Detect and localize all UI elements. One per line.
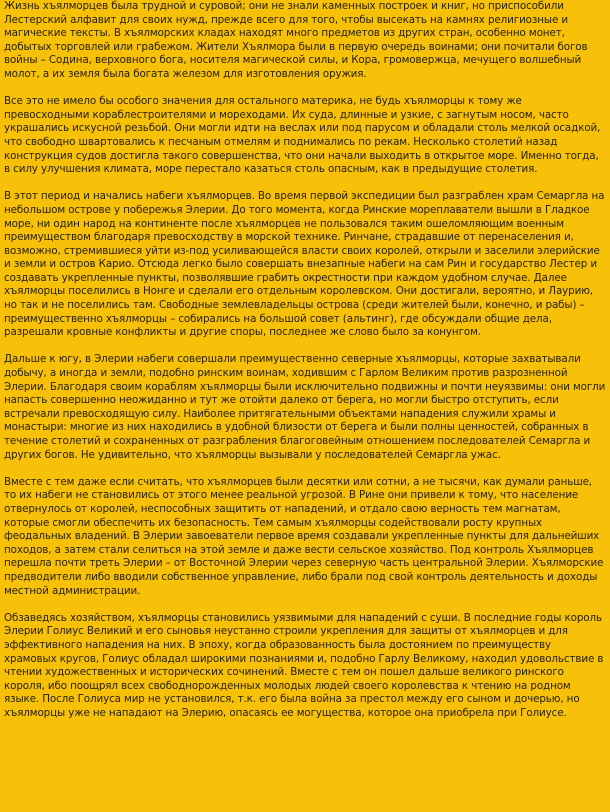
- article-paragraph-3: В этот период и начались набеги хъялморцев. Во время первой экспедиции был разграблен храм Семаргла на небольшом острове у побережья Элерии. До того момента, когда Ринские мореплаватели вышли в Гладкое море, ни один народ на континенте после хъялморцев не пользовался таким ошеломляющим военным преимуществом благодаря превосходству в морской технике. Ринчане, страдавшие от перенаселения и, возможно, стремившиеся уйти из-под усиливающейся власти своих королей, открыли и заселили элерийские и земли и остров Карио. Отсюда легко было совершать внезапные набеги на сам Рин и государство Лестер и создавать укрепленные пункты, позволявшие грабить окрестности при каждом удобном случае. Далее хъялморцы поселились в Нонге и сделали его отдельным королевском. Они достигали, вероятно, и Лаурию, но так и не поселились там. Свободные землевладельцы острова (среди жителей были, конечно, и рабы) – преимущественно хъялморцы – собирались на большой совет (альтинг), где обсуждали общие дела, разрешали кровные конфликты и другие споры, последнее же слово было за конунгом.: [4, 190, 605, 339]
- article-paragraph-1: Жизнь хъялморцев была трудной и суровой; они не знали каменных построек и книг, но приспособили Лестерский алфавит для своих нужд, прежде всего для того, чтобы высекать на камнях религиозные и магические тексты. В хъялморских кладах находят много предметов из других стран, особенно монет, добытых торговлей или грабежом. Жители Хъялмора были в первую очередь воинами; они почитали богов войны – Содина, верховного бога, носителя магической силы, и Кора, громовержца, мечущего волшебный молот, а их земля была богата железом для изготовления оружия.: [4, 0, 588, 80]
- article-paragraph-4: Дальше к югу, в Элерии набеги совершали преимущественно северные хъялморцы, которые захватывали добычу, а иногда и земли, подобно ринским воинам, ходившим с Гарлом Великим против разрозненной Элерии. Благодаря своим кораблям хъялморцы были исключительно подвижны и почти неуязвимы: они могли напасть совершенно неожиданно и тут же отойти далеко от берега, но могли быстро отступить, если встречали превосходящую силу. Наиболее притягательными объектами нападения служили храмы и монастыри: многие из них находились в удобной близости от берега и были полны ценностей, собранных в течение столетий и сохраненных от разграбления благоговейным отношением последователей Семаргла и других богов. Не удивительно, что хъялморцы вызывали у последователей Семаргла ужас.: [4, 353, 606, 461]
- article-paragraph-2: Все это не имело бы особого значения для остального материка, не будь хъялморцы к тому же превосходными кораблестроителями и мореходами. Их суда, длинные и узкие, с загнутым носом, часто украшались искусной резьбой. Они могли идти на веслах или под парусом и обладали столь мелкой осадкой, что свободно швартовались к песчаным отмелям и поднимались по рекам. Несколько столетий назад конструкция судов достигла такого совершенства, что они начали выходить в открытое море. Именно тогда, в силу улучшения климата, море перестало казаться столь опасным, как в предыдущие столетия.: [4, 95, 601, 176]
- article-paragraph-6: Обзаведясь хозяйством, хъялморцы становились уязвимыми для нападений с суши. В последние годы король Элерии Голиус Великий и его сыновья неустанно строили укрепления для защиты от хъялморцев и для эффективного нападения на них. В эпоху, когда образованность была достоянием по преимуществу храмовых кругов, Голиус обладал широкими познаниями и, подобно Гарлу Великому, находил удовольствие в чтении художественных и исторических сочинений. Вместе с тем он пошел дальше великого ринского короля, ибо поощрял всех свободнорожденных молодых людей своего королевства к чтению на родном языке. После Голиуса мир не установился, т.к. его была война за престол между его сыном и дочерью, но хъялморцы уже не нападают на Элерию, опасаясь ее могущества, которое она приобрела при Голиусе.: [4, 611, 604, 719]
- article-paragraph-5: Вместе с тем даже если считать, что хъялморцев были десятки или сотни, а не тысячи, как думали раньше, то их набеги не становились от этого менее реальной угрозой. В Рине они привели к тому, что население отвернулось от королей, неспособных защитить от нападений, и отдало свою верность тем магнатам, которые смогли обеспечить их безопасность. Тем самым хъялморцы содействовали росту крупных феодальных владений. В Элерии завоеватели первое время создавали укрепленные пункты для дальнейших походов, а затем стали селиться на этой земле и даже вести сельское хозяйство. Под контроль Хъялморцев перешла почти треть Элерии – от Восточной Элерии через северную часть центральной Элерии. Хъялморские предводители либо вводили собственное управление, либо брали под свой контроль деятельность и доходы местной администрации.: [4, 475, 604, 597]
